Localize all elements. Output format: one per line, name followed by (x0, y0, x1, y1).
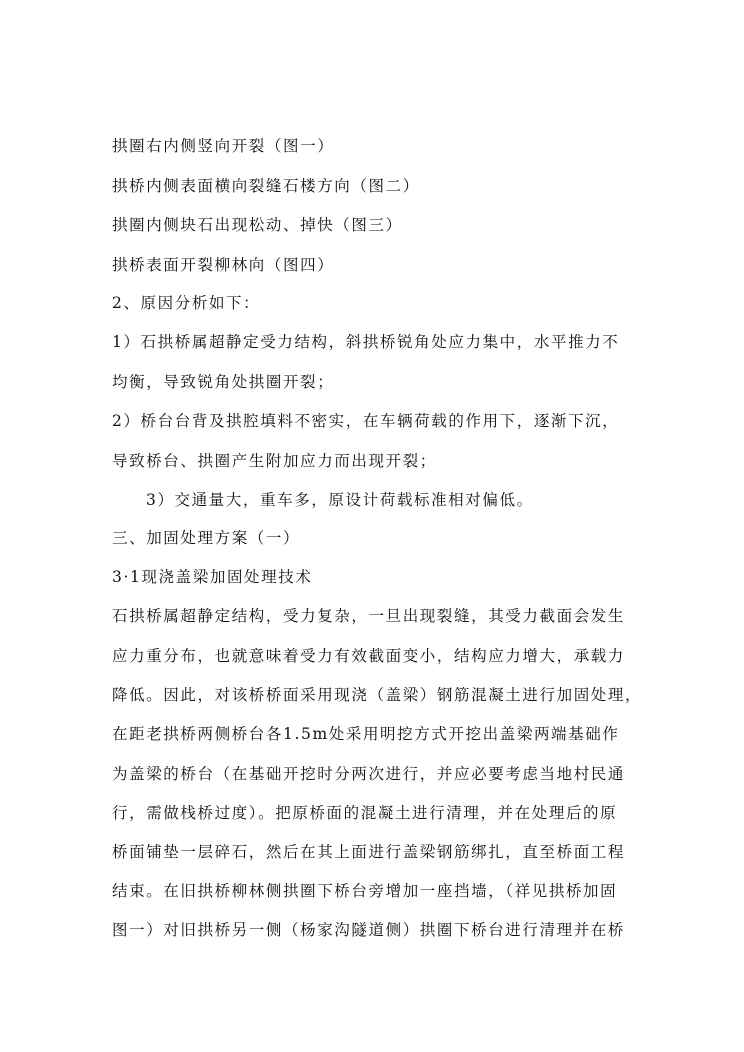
text-line: 桥面铺垫一层碎石，然后在其上面进行盖梁钢筋绑扎，直至桥面工程 (112, 843, 626, 861)
text-line: 均衡，导致锐角处拱圈开裂； (112, 373, 335, 391)
section-heading: 2、原因分析如下： (112, 294, 261, 312)
text-line: 拱桥表面开裂柳林向（图四） (112, 256, 335, 274)
subsection-heading: 3·1现浇盖梁加固处理技术 (112, 568, 313, 586)
text-line: 降低。因此，对该桥桥面采用现浇（盖梁）钢筋混凝土进行加固处理， (112, 686, 643, 704)
text-line: 石拱桥属超静定结构，受力复杂，一旦出现裂缝，其受力截面会发生 (112, 607, 626, 625)
text-line: 应力重分布，也就意味着受力有效截面变小，结构应力增大，承载力 (112, 647, 626, 665)
text-line: 2）桥台台背及拱腔填料不密实，在车辆荷载的作用下，逐渐下沉， (112, 412, 620, 430)
text-line: 拱圈内侧块石出现松动、掉快（图三） (112, 216, 403, 234)
text-line: 1）石拱桥属超静定受力结构，斜拱桥锐角处应力集中，水平推力不 (112, 333, 620, 351)
section-heading: 三、加固处理方案（一） (112, 529, 301, 547)
text-line: 为盖梁的桥台（在基础开挖时分两次进行，并应必要考虑当地村民通 (112, 765, 626, 783)
text-line: 在距老拱桥两侧桥台各1.5m处采用明挖方式开挖出盖梁两端基础作 (112, 725, 620, 743)
text-line: 结束。在旧拱桥柳林侧拱圈下桥台旁增加一座挡墙，（祥见拱桥加固 (112, 882, 618, 900)
text-line: 拱桥内侧表面横向裂缝石楼方向（图二） (112, 177, 420, 195)
text-line: 图一）对旧拱桥另一侧（杨家沟隧道侧）拱圈下桥台进行清理并在桥 (112, 921, 626, 939)
text-line: 3）交通量大，重车多，原设计荷载标准相对偏低。 (146, 491, 534, 509)
text-line: 拱圈右内侧竖向开裂（图一） (112, 137, 335, 155)
text-line: 导致桥台、拱圈产生附加应力而出现开裂； (112, 452, 437, 470)
text-line: 行，需做栈桥过度）。把原桥面的混凝土进行清理，并在处理后的原 (112, 804, 618, 822)
